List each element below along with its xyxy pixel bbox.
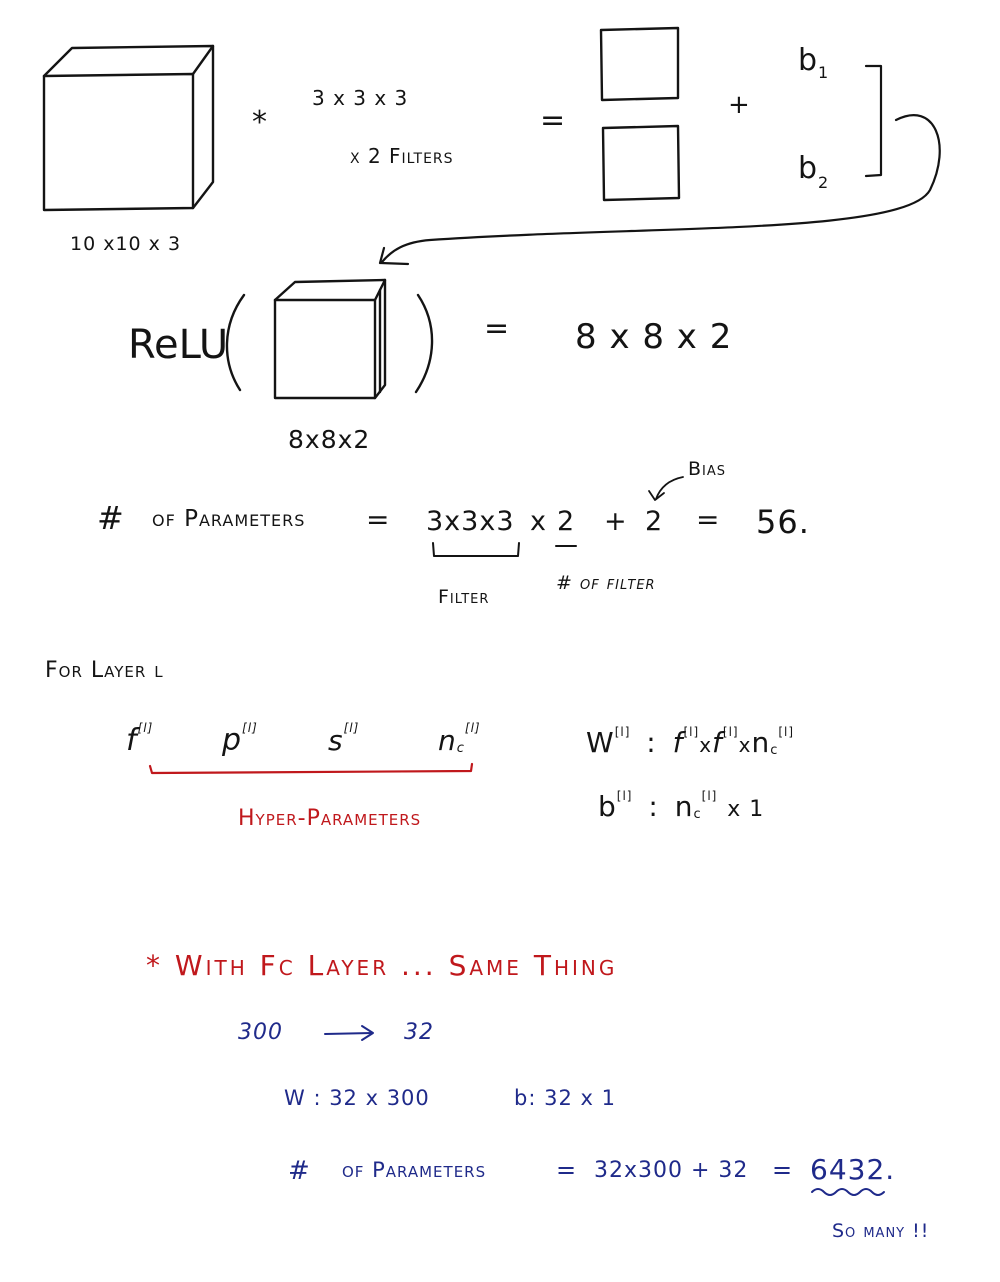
fc-title: * With Fc Layer ... Same Thing xyxy=(146,949,618,982)
bias-plus: + xyxy=(728,90,751,120)
hyperparam-label: Hyper-Parameters xyxy=(238,806,422,831)
relu-close-paren xyxy=(416,295,432,392)
hp-nc: nc[l] xyxy=(438,721,481,757)
bias-shape: b[l] : nc[l] x 1 xyxy=(598,789,765,823)
input-dims-label: 10 x10 x 3 xyxy=(70,233,182,255)
fc-to: 32 xyxy=(404,1020,434,1045)
relu-cube xyxy=(275,280,385,398)
params-result: 56. xyxy=(756,503,810,541)
fc-params-equals: = xyxy=(556,1156,578,1184)
bias-b2: $b_2$ xyxy=(798,151,830,192)
so-many-note: So many !! xyxy=(832,1220,930,1242)
bias-bracket xyxy=(866,66,881,176)
bias-note: Bias xyxy=(688,458,727,480)
relu-output-dims: 8 x 8 x 2 xyxy=(575,317,733,357)
fc-params-hash: # xyxy=(288,1156,311,1186)
fc-params-equals-2: = xyxy=(772,1156,794,1184)
relu-open-paren xyxy=(227,295,244,390)
hp-p: p[l] xyxy=(222,721,258,758)
params-filter-count: 2 xyxy=(557,506,576,537)
num-filter-note: # of filter xyxy=(556,572,656,594)
filter-dims-label: 3 x 3 x 3 xyxy=(312,86,409,110)
result-squiggle xyxy=(812,1189,884,1195)
fc-params-label: of Parameters xyxy=(342,1158,487,1182)
fc-weight-shape: W : 32 x 300 xyxy=(284,1086,430,1110)
relu-inner-dims: 8x8x2 xyxy=(288,425,371,454)
fc-from: 300 xyxy=(238,1020,283,1045)
filter-underbrace xyxy=(433,543,519,556)
params-filter-expr: 3x3x3 xyxy=(426,506,515,537)
params-times: x xyxy=(530,506,547,537)
params-bias: 2 xyxy=(645,506,664,537)
params-label: of Parameters xyxy=(152,506,306,532)
hp-s: s[l] xyxy=(328,721,360,757)
fc-params-result: 6432. xyxy=(810,1153,896,1186)
bias-b1: $b_1$ xyxy=(798,43,830,82)
curved-arrow xyxy=(382,115,940,262)
convolution-operator: * xyxy=(252,105,268,140)
filter-note: Filter xyxy=(438,586,490,608)
fc-bias-shape: b: 32 x 1 xyxy=(514,1086,616,1110)
relu-label: ReLU xyxy=(128,322,229,368)
weight-shape: W[l] : f[l]xf[l]xnc[l] xyxy=(586,725,795,759)
params-equals-2: = xyxy=(696,503,721,536)
fc-params-expr: 32x300 + 32 xyxy=(594,1158,749,1183)
hp-f: f[l] xyxy=(126,721,154,758)
layer-title: For Layer l xyxy=(45,658,164,683)
params-hash: # xyxy=(97,499,125,537)
conv-equals: = xyxy=(540,103,567,138)
fc-arrow xyxy=(325,1033,372,1034)
relu-equals: = xyxy=(484,311,511,346)
params-plus: + xyxy=(604,506,628,537)
hyperparam-bracket xyxy=(150,764,472,773)
filter-count-label: x 2 Filters xyxy=(350,144,454,168)
output-feature-maps xyxy=(601,28,679,200)
params-equals: = xyxy=(366,503,391,536)
input-volume-cube xyxy=(44,46,213,210)
